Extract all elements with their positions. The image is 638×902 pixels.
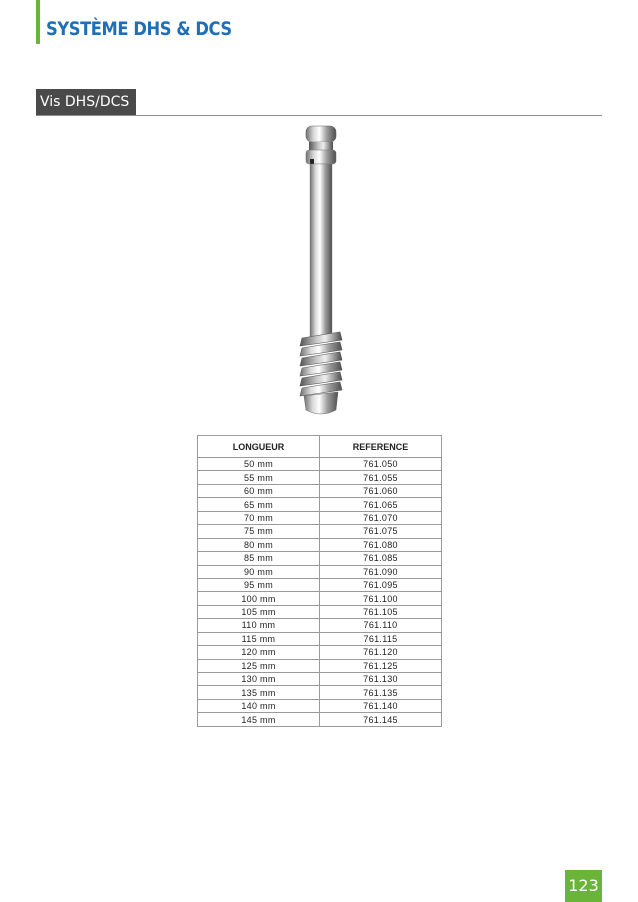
column-header-longueur: LONGUEUR — [198, 436, 320, 458]
reference-cell: 761.135 — [320, 686, 442, 699]
reference-cell: 761.065 — [320, 498, 442, 511]
reference-cell: 761.075 — [320, 525, 442, 538]
table-row — [198, 605, 442, 618]
reference-cell: 761.085 — [320, 552, 442, 565]
document-title: SYSTÈME DHS & DCS — [46, 18, 232, 40]
table-row — [198, 565, 442, 578]
length-cell: 60 mm — [198, 484, 320, 497]
length-cell: 90 mm — [198, 565, 320, 578]
table-row — [198, 458, 442, 471]
reference-cell: 761.050 — [320, 458, 442, 471]
length-cell: 125 mm — [198, 659, 320, 672]
reference-cell: 761.090 — [320, 565, 442, 578]
length-cell: 100 mm — [198, 592, 320, 605]
column-header-reference: REFERENCE — [320, 436, 442, 458]
screw-image — [292, 122, 348, 422]
table-row — [198, 659, 442, 672]
table-row — [198, 713, 442, 726]
length-cell: 140 mm — [198, 699, 320, 712]
reference-cell: 761.100 — [320, 592, 442, 605]
header-accent-bar — [36, 0, 40, 44]
table-row — [198, 673, 442, 686]
reference-cell: 761.115 — [320, 632, 442, 645]
reference-cell: 761.125 — [320, 659, 442, 672]
table-row — [198, 646, 442, 659]
reference-cell: 761.060 — [320, 484, 442, 497]
length-cell: 115 mm — [198, 632, 320, 645]
section-tag: Vis DHS/DCS — [36, 89, 136, 115]
reference-cell: 761.145 — [320, 713, 442, 726]
table-row — [198, 471, 442, 484]
reference-cell: 761.070 — [320, 511, 442, 524]
table-row — [198, 632, 442, 645]
length-cell: 85 mm — [198, 552, 320, 565]
length-cell: 120 mm — [198, 646, 320, 659]
table-row — [198, 511, 442, 524]
reference-table — [197, 435, 442, 727]
length-cell: 75 mm — [198, 525, 320, 538]
table-row — [198, 525, 442, 538]
table-row — [198, 552, 442, 565]
length-cell: 135 mm — [198, 686, 320, 699]
table-row — [198, 578, 442, 591]
table-row — [198, 699, 442, 712]
table-row — [198, 498, 442, 511]
section-header — [36, 89, 602, 116]
length-cell: 55 mm — [198, 471, 320, 484]
reference-cell: 761.140 — [320, 699, 442, 712]
reference-cell: 761.055 — [320, 471, 442, 484]
length-cell: 65 mm — [198, 498, 320, 511]
reference-cell: 761.130 — [320, 673, 442, 686]
reference-cell: 761.095 — [320, 578, 442, 591]
reference-cell: 761.120 — [320, 646, 442, 659]
length-cell: 95 mm — [198, 578, 320, 591]
length-cell: 50 mm — [198, 458, 320, 471]
reference-cell: 761.105 — [320, 605, 442, 618]
table-row — [198, 484, 442, 497]
reference-cell: 761.080 — [320, 538, 442, 551]
table-header-row — [198, 436, 442, 458]
table-row — [198, 686, 442, 699]
length-cell: 105 mm — [198, 605, 320, 618]
length-cell: 145 mm — [198, 713, 320, 726]
table-row — [198, 592, 442, 605]
length-cell: 130 mm — [198, 673, 320, 686]
page-number: 123 — [565, 870, 602, 902]
reference-cell: 761.110 — [320, 619, 442, 632]
table-row — [198, 538, 442, 551]
length-cell: 80 mm — [198, 538, 320, 551]
length-cell: 70 mm — [198, 511, 320, 524]
table-row — [198, 619, 442, 632]
length-cell: 110 mm — [198, 619, 320, 632]
